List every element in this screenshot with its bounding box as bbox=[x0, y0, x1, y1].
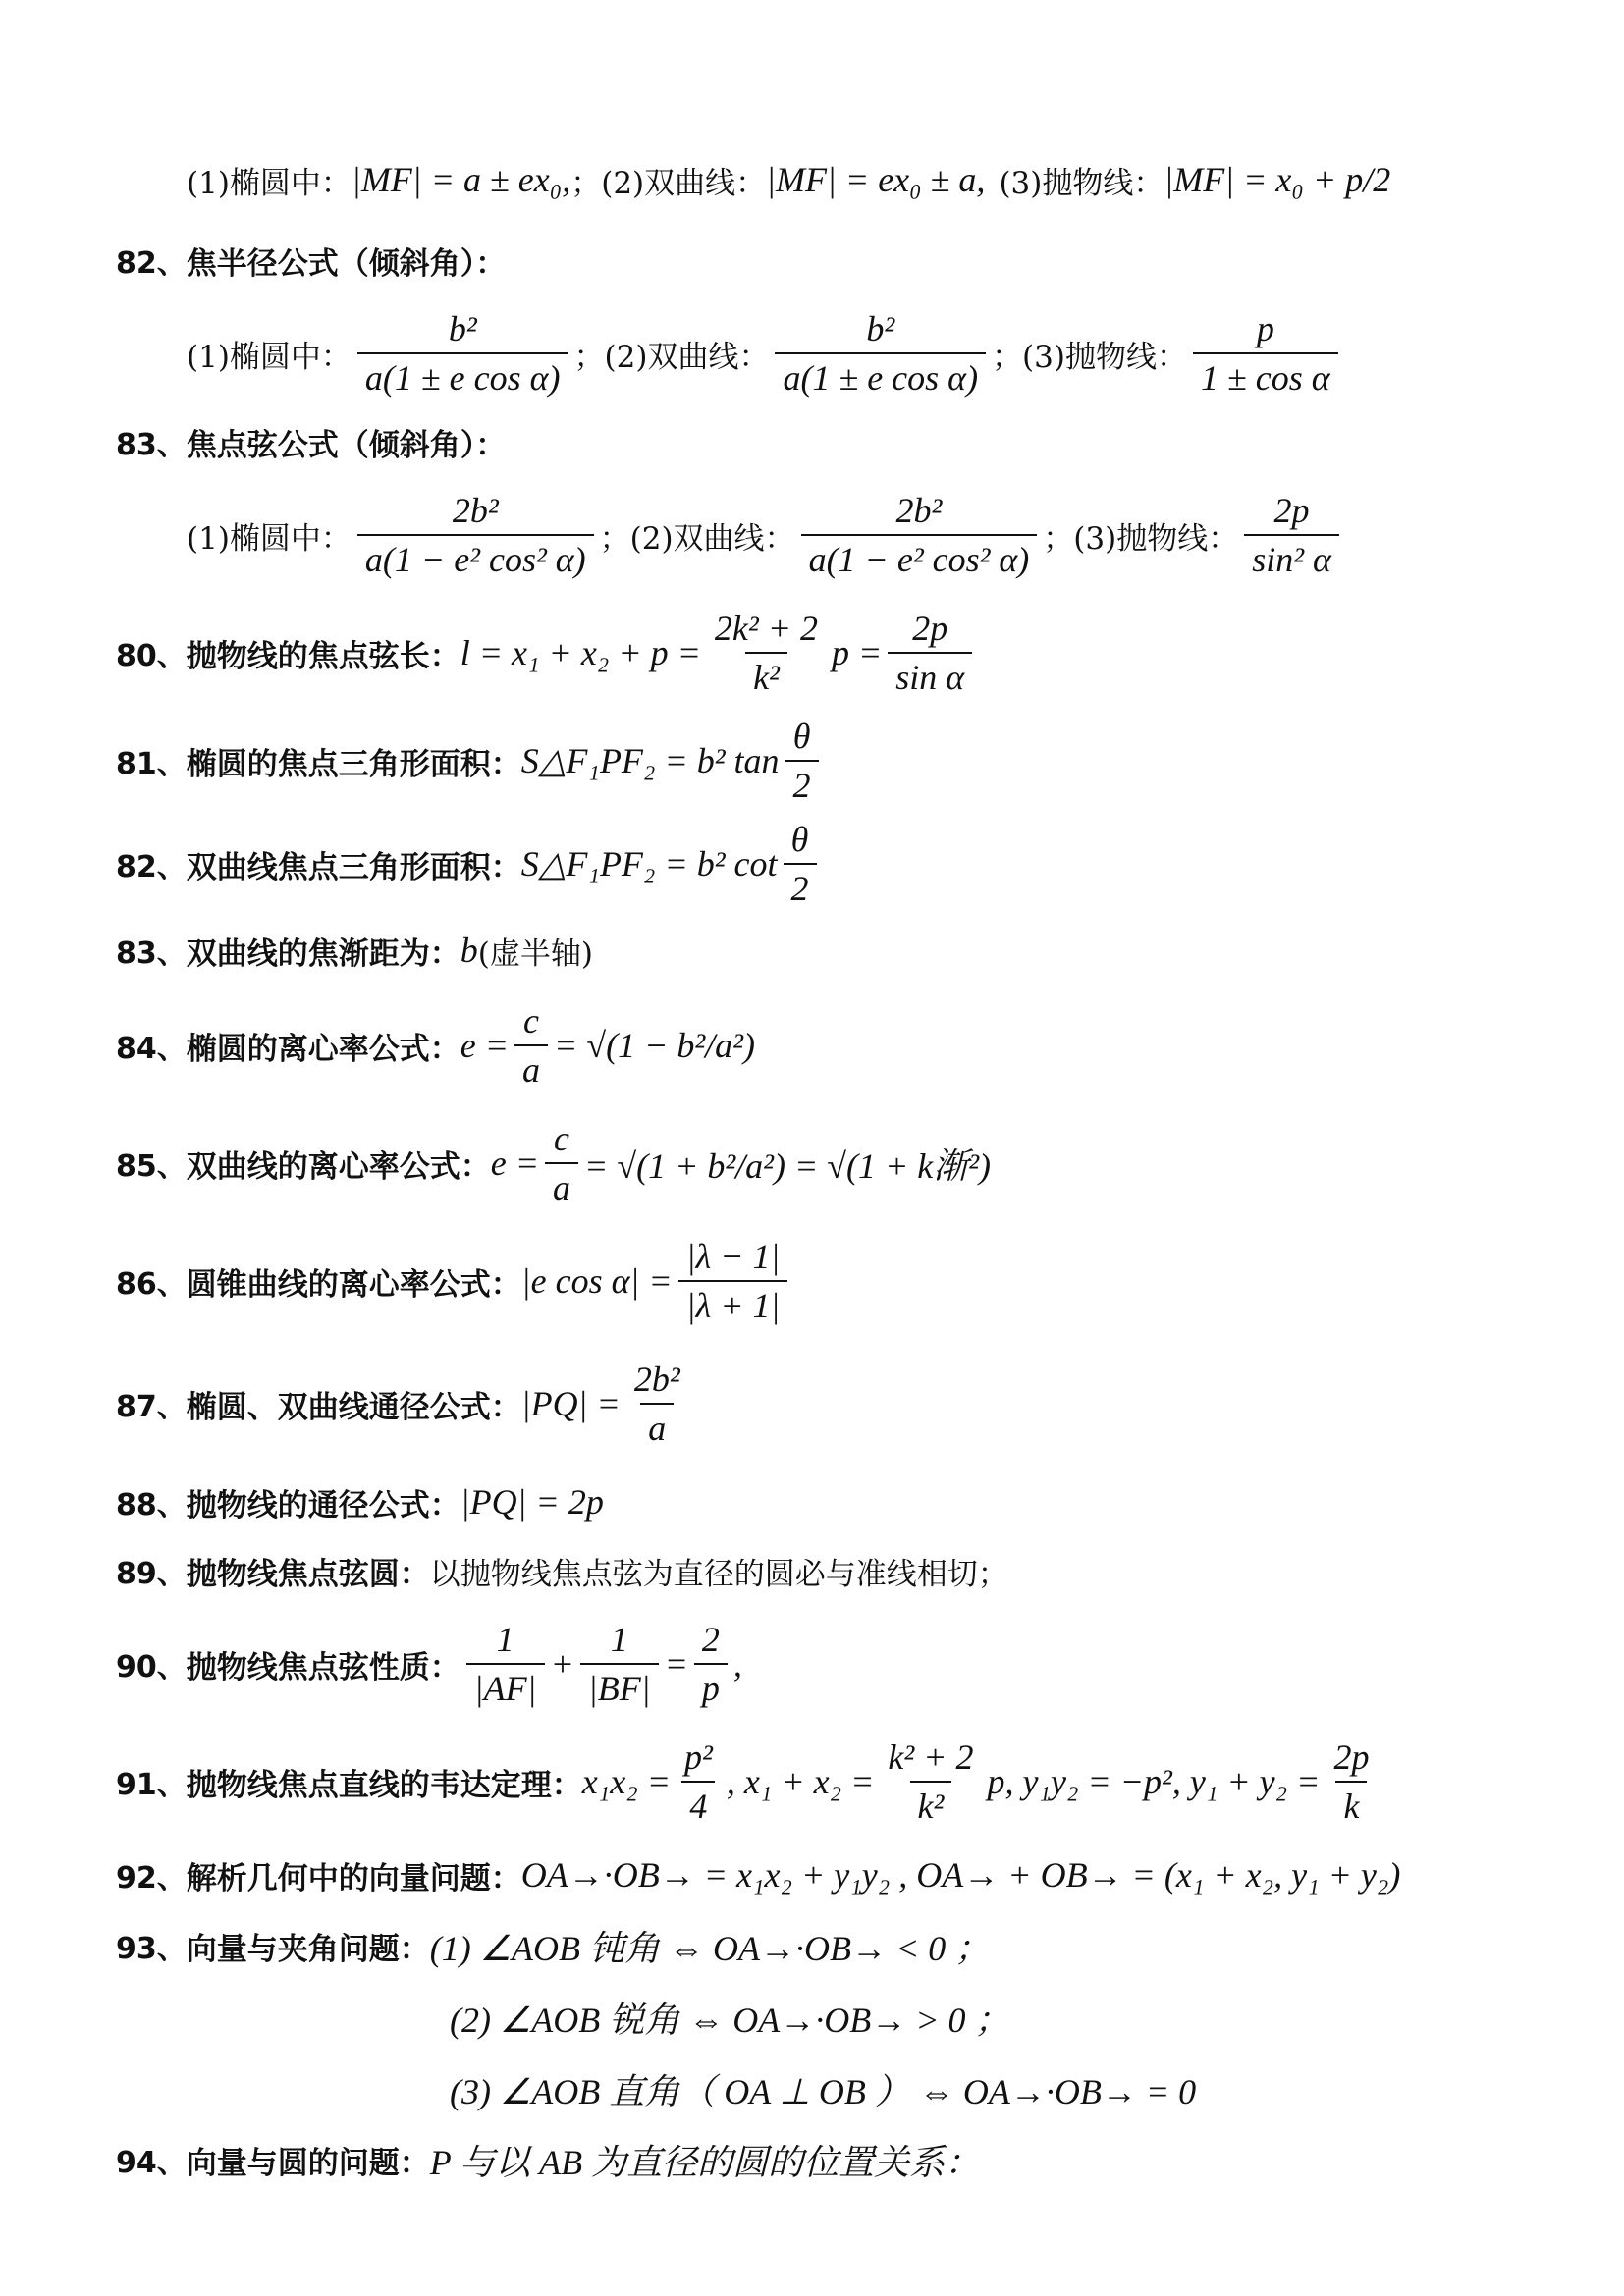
section-83b bbox=[0, 923, 1624, 978]
fraction: $\frac{\text{p²}}{4}$ bbox=[677, 1736, 721, 1827]
section-89 bbox=[0, 1543, 1624, 1598]
formula: OA→·OB→ = x₁x₂ + y₁y₂ , OA→ + OB→ = (x₁ + x₂, y₁ + y₂) bbox=[520, 1855, 1401, 1895]
hyperbola-label: ；(2)双曲线： bbox=[599, 520, 795, 557]
section-title: 双曲线焦点三角形面积： bbox=[186, 849, 521, 885]
section-title: 抛物线焦点直线的韦达定理： bbox=[186, 1767, 582, 1803]
section-80 bbox=[0, 599, 1624, 707]
focal-radius-row bbox=[0, 147, 1624, 212]
formula-part: p, y₁y₂ = −p², y₁ + y₂ = bbox=[987, 1762, 1321, 1801]
section-title: 双曲线的焦渐距为： bbox=[186, 935, 460, 972]
section-88 bbox=[0, 1472, 1624, 1531]
angle-item-1: (1) ∠AOB 钝角 ⇔ OA→·OB→ < 0 ； bbox=[429, 1928, 991, 1968]
formula-lhs: e = bbox=[460, 1026, 510, 1065]
formula-lhs: |PQ| = bbox=[520, 1384, 621, 1423]
section-title: 圆锥曲线的离心率公式： bbox=[186, 1266, 521, 1303]
fraction: $\frac{1}{|BF|}$ bbox=[580, 1619, 659, 1709]
section-93 bbox=[0, 1916, 1624, 1975]
parabola-formula: |MF| = x₀ + p/2 bbox=[1164, 160, 1391, 199]
fraction: $\frac{|\lambda - 1|}{|\lambda + 1|}$ bbox=[678, 1236, 788, 1326]
focal-radius-angle-row bbox=[0, 299, 1624, 407]
section-91 bbox=[0, 1728, 1624, 1836]
section-number: 87、 bbox=[116, 1390, 187, 1424]
section-title: 抛物线焦点弦圆： bbox=[186, 1556, 430, 1592]
focal-chord-angle-row bbox=[0, 481, 1624, 589]
section-title: 焦点弦公式（倾斜角）： bbox=[186, 427, 507, 463]
fraction: $\frac{\theta}{2}$ bbox=[784, 819, 817, 909]
section-number: 83、 bbox=[116, 936, 187, 971]
fraction: $\frac{2}{p}$ bbox=[694, 1619, 728, 1709]
section-number: 89、 bbox=[116, 1557, 187, 1591]
equals-sign: = bbox=[664, 1644, 688, 1683]
parabola-fraction: $\frac{2p}{\text{sin² α}}$ bbox=[1244, 490, 1339, 580]
section-number: 90、 bbox=[116, 1650, 187, 1684]
fraction: $\frac{\text{2b²}}{a}$ bbox=[633, 1360, 680, 1448]
section-title: 焦半径公式（倾斜角）： bbox=[186, 245, 507, 282]
section-text: P 与以 AB 为直径的圆的位置关系： bbox=[429, 2142, 981, 2182]
fraction: $\frac{\text{2k² + 2}}{\text{k²}}$ bbox=[714, 609, 818, 697]
section-text: 以抛物线焦点弦为直径的圆必与准线相切； bbox=[429, 1556, 1008, 1592]
fraction: $\frac{1}{|AF|}$ bbox=[466, 1619, 545, 1709]
section-93-item-2 bbox=[0, 1988, 1624, 2047]
section-93-item-3 bbox=[0, 2059, 1624, 2118]
formula: |PQ| = 2p bbox=[460, 1482, 604, 1522]
formula-lhs: S△F₁PF₂ = b² tan bbox=[520, 741, 780, 780]
hyperbola-fraction: $\frac{\text{2b²}}{\text{a(1 − e² cos² α)}}$ bbox=[801, 490, 1038, 580]
section-number: 80、 bbox=[116, 639, 187, 673]
ellipse-label: (1)椭圆中： bbox=[187, 520, 352, 557]
section-81 bbox=[0, 712, 1624, 810]
section-85 bbox=[0, 1109, 1624, 1217]
section-number: 88、 bbox=[116, 1488, 187, 1522]
ellipse-label: (1)椭圆中： bbox=[187, 165, 352, 201]
ellipse-fraction: $\frac{\text{b²}}{\text{a(1 ± e cos α)}}$ bbox=[357, 308, 568, 399]
formula-note: (虚半轴) bbox=[477, 935, 593, 972]
parabola-label: ；(3)抛物线： bbox=[992, 339, 1187, 375]
hyperbola-formula: |MF| = ex₀ ± a, bbox=[766, 160, 986, 199]
formula-rhs: = √(1 + b²/a²) = √(1 + k渐²) bbox=[584, 1146, 992, 1186]
formula-part: , x₁ + x₂ = bbox=[726, 1762, 875, 1801]
section-title: 抛物线的通径公式： bbox=[186, 1487, 460, 1523]
fraction: $\frac{c}{a}$ bbox=[545, 1118, 578, 1208]
formula-mid: p = bbox=[832, 633, 883, 672]
parabola-label: ；(3)抛物线： bbox=[1043, 520, 1239, 557]
section-82-heading bbox=[0, 236, 1624, 285]
formula-lhs: |e cos α| = bbox=[520, 1261, 673, 1301]
section-title: 椭圆的焦点三角形面积： bbox=[186, 746, 521, 782]
section-number: 93、 bbox=[116, 1932, 187, 1966]
section-94 bbox=[0, 2130, 1624, 2189]
section-title: 椭圆、双曲线通径公式： bbox=[186, 1389, 521, 1425]
fraction: $\frac{\theta}{2}$ bbox=[785, 716, 819, 806]
ellipse-formula: |MF| = a ± ex₀, bbox=[351, 160, 571, 199]
section-number: 86、 bbox=[116, 1267, 187, 1302]
hyperbola-label: ；(2)双曲线： bbox=[573, 339, 770, 375]
section-title: 向量与圆的问题： bbox=[186, 2145, 430, 2181]
formula-rhs: = √(1 − b²/a²) bbox=[554, 1026, 755, 1065]
section-title: 双曲线的离心率公式： bbox=[186, 1148, 491, 1185]
section-90 bbox=[0, 1610, 1624, 1718]
section-92 bbox=[0, 1845, 1624, 1904]
parabola-fraction: $\frac{p}{\text{1 ± cos α}}$ bbox=[1193, 308, 1338, 399]
section-title: 抛物线的焦点弦长： bbox=[186, 638, 460, 674]
section-number: 84、 bbox=[116, 1032, 187, 1066]
parabola-label: (3)抛物线： bbox=[999, 165, 1164, 201]
section-title: 椭圆的离心率公式： bbox=[186, 1031, 460, 1067]
ellipse-fraction: $\frac{\text{2b²}}{\text{a(1 − e² cos² α)}}$ bbox=[357, 490, 594, 580]
section-number: 83、 bbox=[116, 428, 187, 462]
hyperbola-fraction: $\frac{\text{b²}}{\text{a(1 ± e cos α)}}$ bbox=[775, 308, 986, 399]
angle-item-2: (2) ∠AOB 锐角 ⇔ OA→·OB→ > 0 ； bbox=[450, 2000, 1010, 2040]
comma: , bbox=[732, 1644, 742, 1683]
ellipse-label: (1)椭圆中： bbox=[187, 339, 352, 375]
formula-var: b bbox=[460, 931, 478, 970]
formula-part: x₁x₂ = bbox=[581, 1762, 672, 1801]
section-84 bbox=[0, 991, 1624, 1099]
section-number: 92、 bbox=[116, 1861, 187, 1896]
section-number: 94、 bbox=[116, 2146, 187, 2180]
section-82b bbox=[0, 815, 1624, 913]
section-number: 82、 bbox=[116, 246, 187, 281]
section-83-heading bbox=[0, 417, 1624, 466]
hyperbola-label: ；(2)双曲线： bbox=[570, 165, 767, 201]
formula-lhs: S△F₁PF₂ = b² cot bbox=[520, 844, 778, 883]
fraction: $\frac{2p}{\text{sin α}}$ bbox=[888, 608, 972, 698]
section-87 bbox=[0, 1350, 1624, 1458]
fraction: $\frac{c}{a}$ bbox=[514, 1000, 548, 1091]
plus-sign: + bbox=[550, 1644, 574, 1683]
section-number: 82、 bbox=[116, 850, 187, 884]
formula-lhs: l = x₁ + x₂ + p = bbox=[460, 633, 701, 672]
section-title: 抛物线焦点弦性质： bbox=[186, 1649, 460, 1685]
angle-item-3: (3) ∠AOB 直角（ OA ⊥ OB ） ⇔ OA→·OB→ = 0 bbox=[450, 2071, 1197, 2111]
section-title: 向量与夹角问题： bbox=[186, 1931, 430, 1967]
section-86 bbox=[0, 1227, 1624, 1335]
fraction: $\frac{\text{k² + 2}}{\text{k²}}$ bbox=[888, 1737, 974, 1826]
section-number: 81、 bbox=[116, 747, 187, 781]
section-number: 91、 bbox=[116, 1768, 187, 1802]
section-title: 解析几何中的向量问题： bbox=[186, 1860, 521, 1896]
fraction: $\frac{2p}{k}$ bbox=[1333, 1737, 1370, 1826]
formula-lhs: e = bbox=[490, 1144, 540, 1183]
section-number: 85、 bbox=[116, 1149, 187, 1184]
